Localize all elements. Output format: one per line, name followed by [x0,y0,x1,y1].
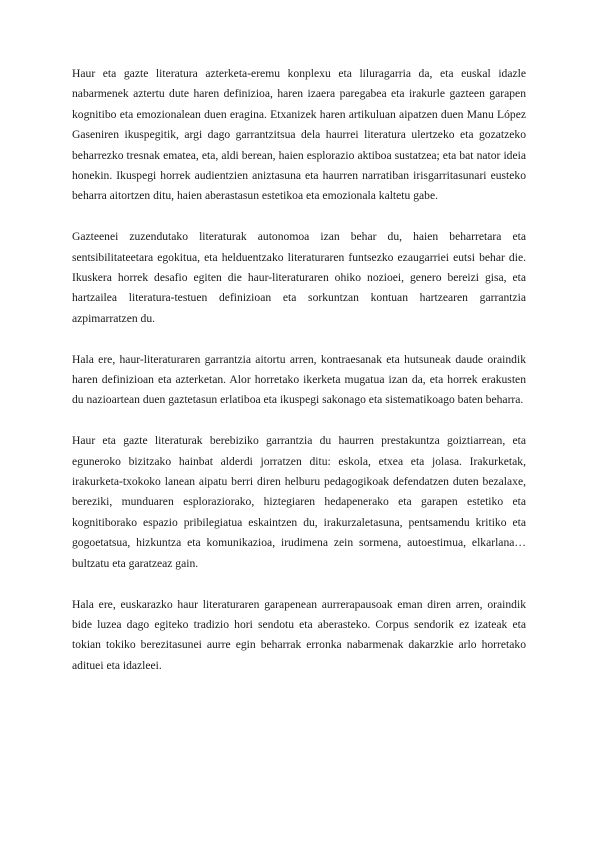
paragraph-1: Haur eta gazte literatura azterketa-eremu konplexu eta liluragarria da, eta euskal idazle nabarmenek aztertu dute haren definizioa, haren izaera paregabea eta irakurle gazteen garapen kognitibo eta emozionalean duen eragina. Etxanizek haren artikuluan aipatzen duen Manu López Gaseniren ikuspegitik, argi dago garrantzitsua dela haurrei literatura ulertzeko eta gozatzeko beharrezko tresnak ematea, eta, aldi berean, haien esplorazio aktiboa sustatzea; eta bat nator ideia honekin. Ikuspegi horrek audientzien aniztasuna eta haurren narratiban irisgarritasunari eusteko beharra aitortzen ditu, haien aberastasun estetikoa eta emozionala kaltetu gabe. [72,67,526,203]
paragraph-4: Haur eta gazte literaturak berebiziko garrantzia du haurren prestakuntza goiztiarrean, eta eguneroko bizitzako hainbat alderdi jorratzen ditu: eskola, etxea eta jolasa. Irakurketak, irakurketa-txokoko lanean aipatu berri diren helburu pedagogikoak defendatzen duten bezalaxe, bereziki, munduaren esploraziorako, hiztegiaren hedapenerako eta garapen estetiko eta kognitiborako espazio pribilegiatua eskaintzen du, irakurzaletasuna, pentsamendu kritiko eta gogoetatsua, hizkuntza eta komunikazioa, irudimena zein sormena, autoestimua, elkarlana… bultzatu eta garatzeaz gain. [72,434,526,570]
paragraph-5: Hala ere, euskarazko haur literaturaren garapenean aurrerapausoak eman diren arren, oraindik bide luzea dago egiteko tradizio hori sendotu eta aberasteko. Corpus sendorik ez izateak eta tokian tokiko berezitasunei aurre egin beharrak erronka nabarmenak dakarzkie arlo horretako adituei eta idazleei. [72,597,526,672]
document-body [72,64,526,697]
paragraph-3: Hala ere, haur-literaturaren garrantzia aitortu arren, kontraesanak eta hutsuneak daude oraindik haren definizioan eta azterketan. Alor horretako ikerketa mugatua izan da, eta horrek erakusten du nazioartean duen gaztetasun erlatiboa eta ikuspegi sakonago eta sistematikoago baten beharra. [72,352,526,407]
paragraph-2: Gazteenei zuzendutako literaturak autonomoa izan behar du, haien beharretara eta sentsibilitateetara egokitua, eta helduentzako literaturaren funtsezko ezaugarriei eutsi behar die. Ikuskera horrek desafio egiten die haur-literaturaren ohiko nozioei, genero bereizi gisa, eta hartzailea literatura-testuen definizioan eta sorkuntzan kontuan hartzearen garrantzia azpimarratzen du. [72,230,526,325]
